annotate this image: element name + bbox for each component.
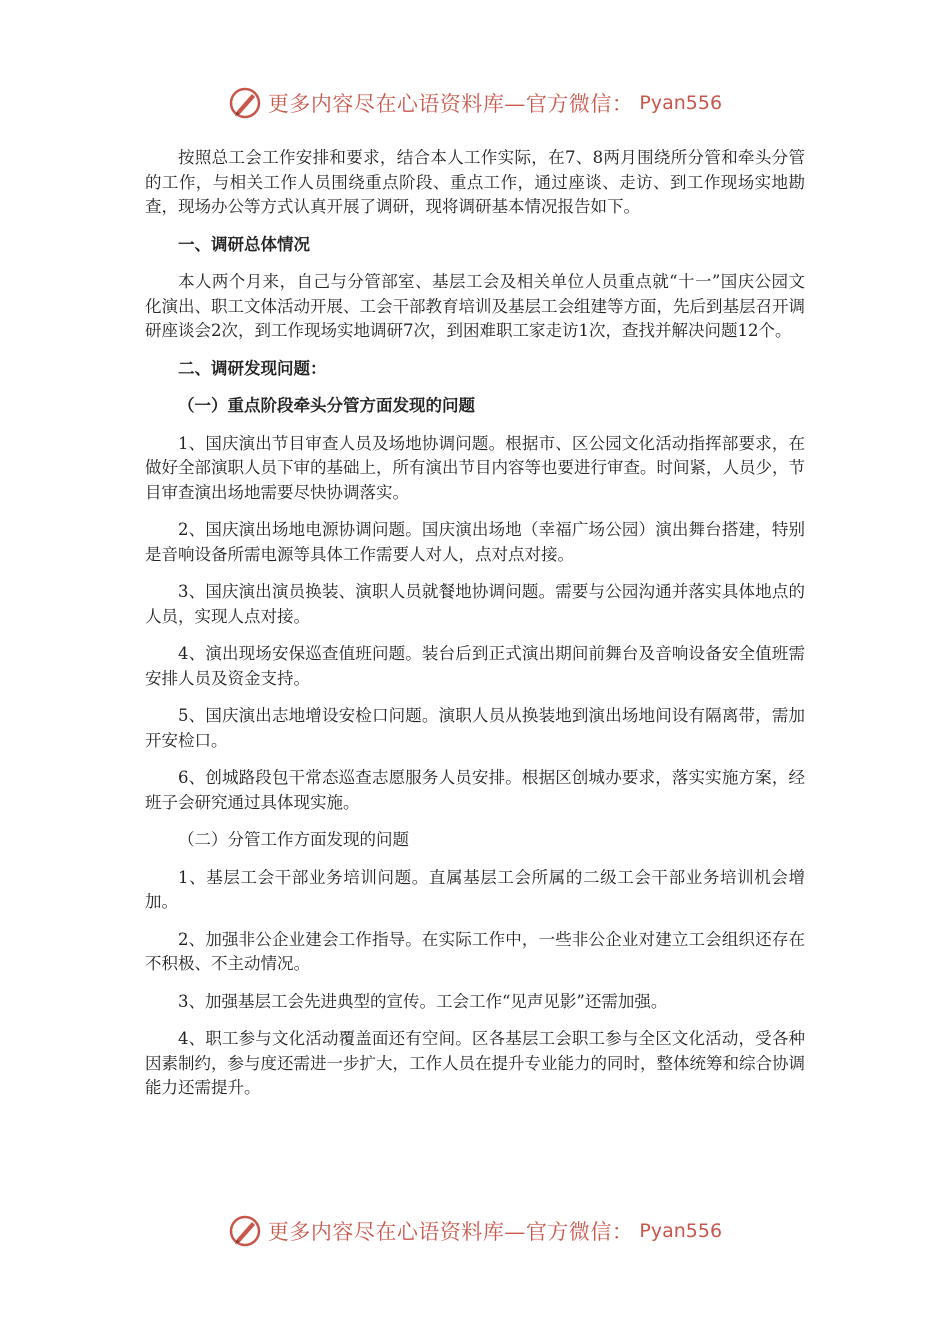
paragraph: 6、创城路段包干常态巡查志愿服务人员安排。根据区创城办要求，落实实施方案，经班子会研究通过具体现实施。 — [145, 768, 805, 812]
watermark-footer — [0, 1214, 950, 1248]
watermark-text: 更多内容尽在心语资料库—官方微信： — [267, 92, 634, 116]
paragraph: 本人两个月来，自己与分管部室、基层工会及相关单位人员重点就“十一”国庆公园文化演出、职工文体活动开展、工会干部教育培训及基层工会组建等方面，先后到基层召开调研座谈会2次，到工作现场实地调研7次，到困难职工家走访1次，查找并解决问题12个。 — [145, 272, 805, 340]
watermark-text: 更多内容尽在心语资料库—官方微信： — [267, 1220, 634, 1244]
paragraph: 按照总工会工作安排和要求，结合本人工作实际，在7、8两月围绕所分管和牵头分管的工作，与相关工作人员围绕重点阶段、重点工作，通过座谈、走访、到工作现场实地勘查，现场办公等方式认真开展了调研，现将调研基本情况报告如下。 — [145, 148, 805, 216]
paragraph: 4、演出现场安保巡查值班问题。装台后到正式演出期间前舞台及音响设备安全值班需安排人员及资金支持。 — [145, 644, 805, 688]
watermark-id: Pyan556 — [639, 92, 723, 114]
paragraph: 2、加强非公企业建会工作指导。在实际工作中，一些非公企业对建立工会组织还存在不积极、不主动情况。 — [145, 929, 805, 973]
section-heading: 一、调研总体情况 — [178, 234, 310, 254]
paragraph: 5、国庆演出志地增设安检口问题。演职人员从换装地到演出场地间设有隔离带，需加开安检口。 — [145, 706, 805, 750]
watermark-header — [0, 86, 950, 120]
pen-logo-icon — [228, 86, 262, 120]
watermark-id: Pyan556 — [639, 1220, 723, 1242]
paragraph: 3、国庆演出演员换装、演职人员就餐地协调问题。需要与公园沟通并落实具体地点的人员，实现人点对接。 — [145, 582, 805, 626]
document-body — [145, 146, 805, 1114]
sub-heading: （二）分管工作方面发现的问题 — [178, 830, 409, 849]
paragraph: 2、国庆演出场地电源协调问题。国庆演出场地（幸福广场公园）演出舞台搭建，特别是音响设备所需电源等具体工作需要人对人，点对点对接。 — [145, 520, 805, 564]
paragraph: 3、加强基层工会先进典型的宣传。工会工作“见声见影”还需加强。 — [178, 991, 668, 1011]
paragraph: 1、国庆演出节目审查人员及场地协调问题。根据市、区公园文化活动指挥部要求，在做好全部演职人员下审的基础上，所有演出节目内容等也要进行审查。时间紧，人员少，节目审查演出场地需要尽快协调落实。 — [145, 433, 805, 502]
paragraph: 1、基层工会干部业务培训问题。直属基层工会所属的二级工会干部业务培训机会增加。 — [145, 867, 805, 911]
pen-logo-icon — [228, 1214, 262, 1248]
sub-heading: （一）重点阶段牵头分管方面发现的问题 — [178, 396, 475, 415]
section-heading: 二、调研发现问题： — [178, 358, 327, 378]
paragraph: 4、职工参与文化活动覆盖面还有空间。区各基层工会职工参与全区文化活动，受各种因素制约，参与度还需进一步扩大，工作人员在提升专业能力的同时，整体统筹和综合协调能力还需提升。 — [145, 1029, 805, 1097]
